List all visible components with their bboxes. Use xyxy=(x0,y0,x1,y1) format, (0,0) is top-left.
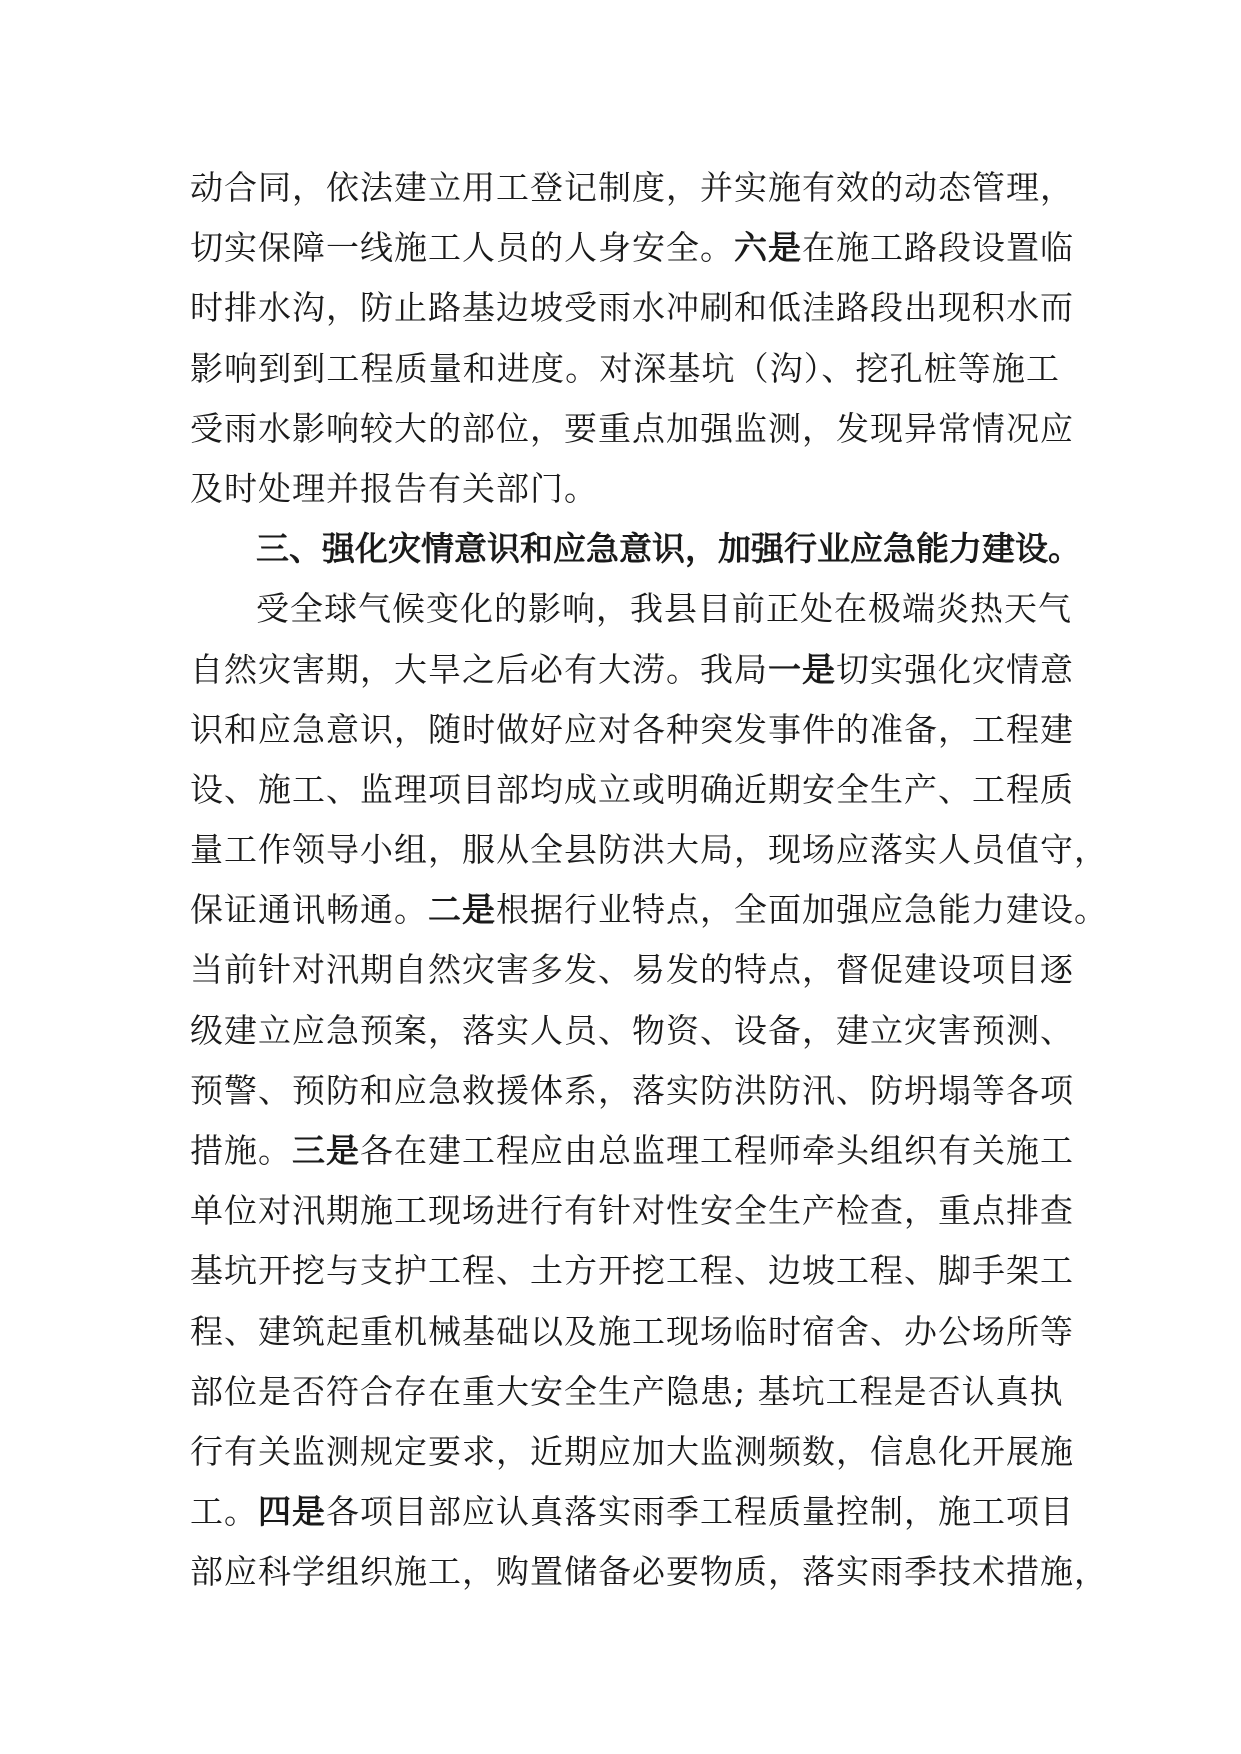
text-line: 程、建筑起重机械基础以及施工现场临时宿舍、办公场所等 xyxy=(190,1311,1074,1351)
text-line: 预警、预防和应急救援体系，落实防洪防汛、防坍塌等各项 xyxy=(190,1070,1074,1110)
text-run: 保证通讯畅通。 xyxy=(190,890,428,930)
text-run: 措施。 xyxy=(190,1131,292,1170)
text-line xyxy=(190,1121,1074,1181)
text-line: 单位对汛期施工现场进行有针对性安全生产检查，重点排查 xyxy=(190,1191,1074,1231)
text-line: 部位是否符合存在重大安全生产隐患; 基坑工程是否认真执 xyxy=(190,1371,1064,1411)
text-run: 工。 xyxy=(190,1492,258,1532)
text-line: 部应科学组织施工，购置储备必要物质，落实雨季技术措施， xyxy=(190,1552,1108,1592)
text-line: 行有关监测规定要求，近期应加大监测频数，信息化开展施 xyxy=(190,1431,1074,1471)
text-line: 设、施工、监理项目部均成立或明确近期安全生产、工程质 xyxy=(190,769,1074,809)
text-line: 级建立应急预案，落实人员、物资、设备，建立灾害预测、 xyxy=(190,1010,1074,1050)
bold-marker: 二是 xyxy=(428,890,496,930)
text-line: 影响到到工程质量和进度。对深基坑（沟）、挖孔桩等施工 xyxy=(190,348,1060,388)
text-run: 切实强化灾情意 xyxy=(836,649,1074,689)
paragraph-emergency-capacity xyxy=(190,579,1108,1602)
text-line xyxy=(190,218,1074,278)
bold-marker: 三是 xyxy=(292,1131,360,1170)
document-page xyxy=(190,158,1108,1603)
section-heading: 三、强化灾情意识和应急意识，加强行业应急能力建设。 xyxy=(256,529,1081,569)
text-line: 当前针对汛期自然灾害多发、易发的特点，督促建设项目逐 xyxy=(190,950,1074,990)
bold-marker: 四是 xyxy=(258,1492,326,1532)
bold-marker: 六是 xyxy=(734,228,802,268)
text-run: 各项目部应认真落实雨季工程质量控制，施工项目 xyxy=(326,1492,1074,1532)
text-line xyxy=(190,880,1108,940)
text-line: 识和应急意识，随时做好应对各种突发事件的准备，工程建 xyxy=(190,709,1074,749)
bold-marker: 一是 xyxy=(768,649,836,689)
text-line: 受雨水影响较大的部位，要重点加强监测，发现异常情况应 xyxy=(190,408,1074,448)
text-run: 切实保障一线施工人员的人身安全。 xyxy=(190,228,734,268)
text-line: 动合同，依法建立用工登记制度，并实施有效的动态管理， xyxy=(190,168,1074,207)
text-run: 自然灾害期，大旱之后必有大涝。我局 xyxy=(190,649,768,689)
text-line: 及时处理并报告有关部门。 xyxy=(190,468,598,508)
text-line xyxy=(190,1482,1074,1542)
text-line: 基坑开挖与支护工程、土方开挖工程、边坡工程、脚手架工 xyxy=(190,1251,1074,1291)
text-run: 各在建工程应由总监理工程师牵头组织有关施工 xyxy=(360,1131,1074,1170)
text-run: 根据行业特点，全面加强应急能力建设。 xyxy=(496,890,1108,930)
text-run: 在施工路段设置临 xyxy=(802,228,1074,268)
text-line: 受全球气候变化的影响，我县目前正处在极端炎热天气 xyxy=(256,589,1072,629)
paragraph-worker-safety xyxy=(190,158,1074,519)
text-line: 量工作领导小组，服从全县防洪大局，现场应落实人员值守， xyxy=(190,830,1108,870)
text-line: 时排水沟，防止路基边坡受雨水冲刷和低洼路段出现积水而 xyxy=(190,288,1074,328)
text-line xyxy=(190,640,1074,700)
